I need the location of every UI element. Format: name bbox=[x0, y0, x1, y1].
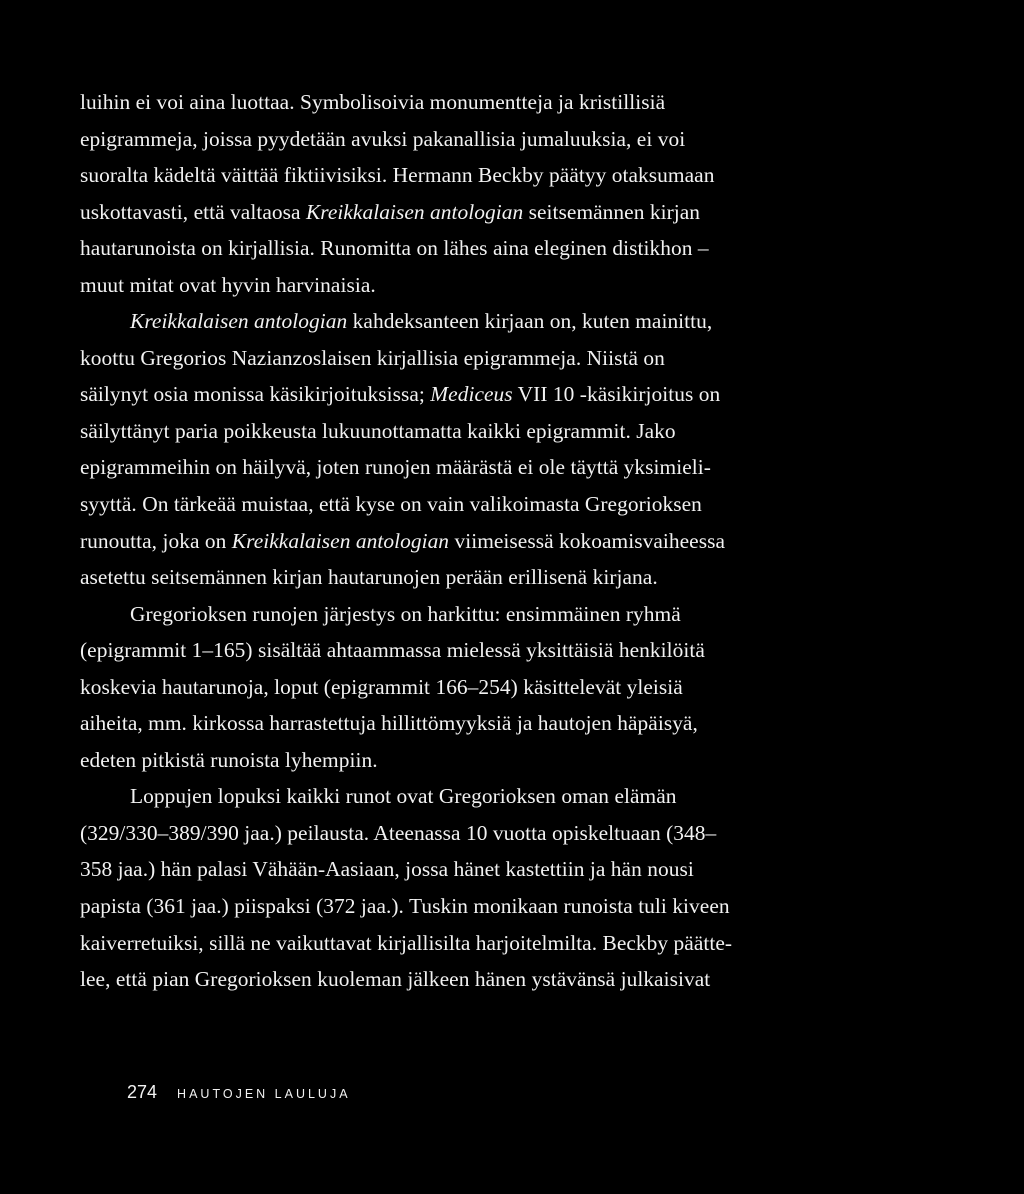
text-segment: lee, että pian Gregorioksen kuoleman jälkeen hänen ystävänsä julkaisivat bbox=[80, 967, 711, 992]
italic-title-text: Kreikkalaisen antologian bbox=[231, 528, 450, 553]
text-segment: Loppujen lopuksi kaikki runot ovat Gregorioksen oman elämän bbox=[130, 784, 677, 809]
body-text bbox=[80, 84, 880, 998]
text-line bbox=[80, 559, 880, 596]
text-line bbox=[80, 705, 880, 742]
text-segment: uskottavasti, että valtaosa bbox=[80, 199, 306, 224]
text-segment: säilyttänyt paria poikkeusta lukuunottamatta kaikki epigrammit. Jako bbox=[80, 418, 676, 443]
text-line bbox=[80, 303, 880, 340]
text-segment: viimeisessä kokoamisvaiheessa bbox=[449, 528, 726, 553]
text-segment: koottu Gregorios Nazianzoslaisen kirjallisia epigrammeja. Niistä on bbox=[80, 345, 665, 370]
text-segment: VII 10 -käsikirjoitus on bbox=[512, 382, 721, 407]
text-segment: runoutta, joka on bbox=[80, 528, 232, 553]
text-line bbox=[80, 632, 880, 669]
text-line bbox=[80, 888, 880, 925]
text-segment: (329/330–389/390 jaa.) peilausta. Ateenassa 10 vuotta opiskeltuaan (348– bbox=[80, 820, 717, 845]
text-segment: syyttä. On tärkeää muistaa, että kyse on vain valikoimasta Gregorioksen bbox=[80, 492, 702, 517]
text-line bbox=[80, 742, 880, 779]
italic-title-text: Kreikkalaisen antologian bbox=[305, 199, 524, 224]
italic-title-text: Mediceus bbox=[430, 382, 513, 407]
text-line bbox=[80, 815, 880, 852]
page-number: 274 bbox=[127, 1082, 158, 1102]
text-line bbox=[80, 523, 880, 560]
text-segment: säilynyt osia monissa käsikirjoituksissa; bbox=[80, 382, 431, 407]
text-line bbox=[80, 961, 880, 998]
text-segment: seitsemännen kirjan bbox=[523, 199, 701, 224]
text-segment: epigrammeihin on häilyvä, joten runojen määrästä ei ole täyttä yksimieli- bbox=[80, 455, 711, 480]
text-line bbox=[80, 376, 880, 413]
text-line bbox=[80, 413, 880, 450]
text-line bbox=[80, 449, 880, 486]
text-segment: Gregorioksen runojen järjestys on harkittu: ensimmäinen ryhmä bbox=[130, 601, 681, 626]
text-segment: kahdeksanteen kirjaan on, kuten mainittu, bbox=[347, 309, 713, 334]
text-segment: koskevia hautarunoja, loput (epigrammit 166–254) käsittelevät yleisiä bbox=[80, 674, 683, 699]
text-segment: aiheita, mm. kirkossa harrastettuja hillittömyyksiä ja hautojen häpäisyä, bbox=[80, 711, 698, 736]
text-segment: muut mitat ovat hyvin harvinaisia. bbox=[80, 272, 376, 297]
text-segment: hautarunoista on kirjallisia. Runomitta on lähes aina eleginen distikhon – bbox=[80, 236, 709, 261]
text-line bbox=[80, 267, 880, 304]
text-line bbox=[80, 778, 880, 815]
text-segment: asetettu seitsemännen kirjan hautarunojen perään erillisenä kirjana. bbox=[80, 565, 658, 590]
text-line bbox=[80, 340, 880, 377]
running-title: HAUTOJEN LAULUJA bbox=[177, 1087, 351, 1101]
text-line bbox=[80, 669, 880, 706]
text-segment: epigrammeja, joissa pyydetään avuksi pakanallisia jumaluuksia, ei voi bbox=[80, 126, 686, 151]
text-line bbox=[80, 230, 880, 267]
italic-title-text: Kreikkalaisen antologian bbox=[130, 309, 348, 334]
page-footer bbox=[127, 1082, 351, 1103]
text-segment: (epigrammit 1–165) sisältää ahtaammassa mielessä yksittäisiä henkilöitä bbox=[80, 638, 705, 663]
text-segment: edeten pitkistä runoista lyhempiin. bbox=[80, 747, 378, 772]
text-line bbox=[80, 194, 880, 231]
text-segment: papista (361 jaa.) piispaksi (372 jaa.). Tuskin monikaan runoista tuli kiveen bbox=[80, 894, 730, 919]
text-segment: 358 jaa.) hän palasi Vähään-Aasiaan, jossa hänet kastettiin ja hän nousi bbox=[80, 857, 694, 882]
text-line bbox=[80, 851, 880, 888]
text-segment: suoralta kädeltä väittää fiktiivisiksi. Hermann Beckby päätyy otaksumaan bbox=[80, 163, 715, 188]
text-line bbox=[80, 157, 880, 194]
text-line bbox=[80, 84, 880, 121]
text-line bbox=[80, 486, 880, 523]
text-line bbox=[80, 925, 880, 962]
text-line bbox=[80, 121, 880, 158]
text-segment: kaiverretuiksi, sillä ne vaikuttavat kirjallisilta harjoitelmilta. Beckby päätte- bbox=[80, 930, 733, 955]
text-line bbox=[80, 596, 880, 633]
text-segment: luihin ei voi aina luottaa. Symbolisoivia monumentteja ja kristillisiä bbox=[80, 90, 666, 114]
